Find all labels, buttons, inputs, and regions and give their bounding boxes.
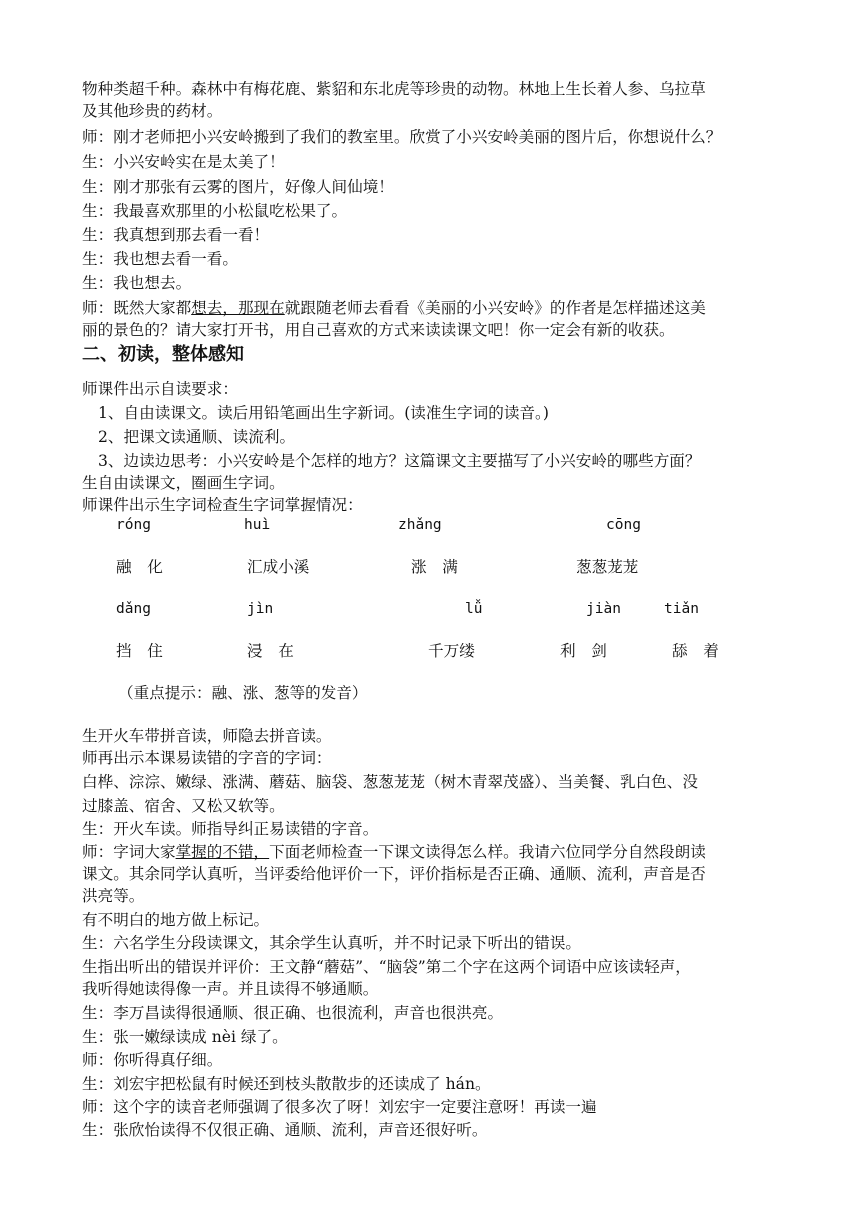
dialog-line: 生：小兴安岭实在是太美了！ (82, 153, 285, 171)
dialog-line: 师：这个字的读音老师强调了很多次了呀！刘宏宇一定要注意呀！再读一遍 (82, 1098, 597, 1116)
dialog-line: 生：我也想去。 (82, 274, 192, 292)
dialog-line: 生：张欣怡读得不仅很正确、通顺、流利，声音还很好听。 (82, 1121, 488, 1139)
pronunciation-note: （重点提示：融、涨、葱等的发音） (118, 684, 368, 702)
dialog-line: 生：刘宏宇把松鼠有时候还到枝头散散步的还读成了 hán。 (82, 1075, 491, 1093)
pinyin-label: jiàn (586, 601, 621, 617)
paragraph-line: 师课件出示生字词检查生字词掌握情况： (82, 496, 363, 514)
paragraph-line: 生开火车带拼音读，师隐去拼音读。 (82, 727, 332, 745)
vocab-word: 浸 在 (247, 642, 294, 660)
vocab-word: 汇成小溪 (247, 558, 310, 576)
dialog-line: 生：我也想去看一看。 (82, 250, 238, 268)
vocab-word: 利 剑 (560, 642, 607, 660)
paragraph-line: 师课件出示自读要求： (82, 380, 238, 398)
vocab-word: 涨 满 (411, 558, 458, 576)
pinyin-label: tiǎn (664, 601, 699, 617)
vocab-word: 葱葱茏茏 (576, 558, 639, 576)
dialog-line: 生：我真想到那去看一看！ (82, 226, 270, 244)
dialog-line: 生：李万昌读得很通顺、很正确、也很流利，声音也很洪亮。 (82, 1004, 504, 1022)
dialog-line (82, 841, 782, 863)
text-run: 就跟随老师去看看《美丽的小兴安岭》的作者是怎样描述这美 (284, 299, 706, 317)
paragraph-line: 我听得她读得像一声。并且读得不够通顺。 (82, 980, 379, 998)
dialog-line: 生：刚才那张有云雾的图片，好像人间仙境！ (82, 178, 394, 196)
teacher-transition-line (82, 297, 782, 319)
requirement-item: 2、把课文读通顺、读流利。 (98, 428, 296, 446)
pinyin-label: zhǎng (398, 517, 442, 533)
paragraph-line: 课文。其余同学认真听，当评委给他评价一下，评价指标是否正确、通顺、流利，声音是否 (82, 865, 706, 883)
paragraph-line: 过膝盖、宿舍、又松又软等。 (82, 797, 285, 815)
dialog-line: 生指出听出的错误并评价：王文静“蘑菇”、“脑袋”第二个字在这两个词语中应该读轻声， (82, 958, 691, 976)
paragraph-line: 洪亮等。 (82, 887, 145, 905)
paragraph-line: 及其他珍贵的药材。 (82, 102, 223, 120)
dialog-line: 生：张一嫩绿读成 nèi 绿了。 (82, 1028, 288, 1046)
requirement-item: 1、自由读课文。读后用铅笔画出生字新词。(读准生字词的读音。) (98, 404, 549, 422)
dialog-line: 生：我最喜欢那里的小松鼠吃松果了。 (82, 202, 348, 220)
vocab-word: 融 化 (116, 558, 163, 576)
vocab-word: 挡 住 (116, 642, 163, 660)
dialog-line: 生：六名学生分段读课文，其余学生认真听，并不时记录下听出的错误。 (82, 934, 582, 952)
pinyin-label: cōng (606, 517, 641, 533)
pinyin-label: jìn (247, 601, 274, 617)
teacher-transition-line: 丽的景色的？请大家打开书，用自己喜欢的方式来读读课文吧！你一定会有新的收获。 (82, 321, 675, 339)
dialog-line: 师：刚才老师把小兴安岭搬到了我们的教室里。欣赏了小兴安岭美丽的图片后，你想说什么？ (82, 128, 722, 146)
paragraph-line: 生自由读课文，圈画生字词。 (82, 474, 285, 492)
dialog-line: 生：开火车读。师指导纠正易读错的字音。 (82, 820, 379, 838)
paragraph-line: 师再出示本课易读错的字音的字词： (82, 749, 332, 767)
section-heading: 二、初读，整体感知 (82, 344, 244, 365)
underlined-text: 掌握的不错， (175, 843, 270, 861)
paragraph-line: 物种类超千种。森林中有梅花鹿、紫貂和东北虎等珍贵的动物。林地上生长着人参、乌拉草 (82, 80, 706, 98)
text-run: 下面老师检查一下课文读得怎么样。我请六位同学分自然段朗读 (269, 843, 706, 861)
underlined-text: 想去，那现在 (191, 299, 285, 317)
paragraph-line: 有不明白的地方做上标记。 (82, 911, 270, 929)
text-run: 师：字词大家 (82, 843, 176, 861)
pinyin-label: róng (116, 517, 151, 533)
pinyin-label: dǎng (116, 601, 151, 617)
pinyin-label: lǚ (465, 601, 483, 617)
pinyin-label: huì (244, 517, 271, 533)
paragraph-line: 白桦、淙淙、嫩绿、涨满、蘑菇、脑袋、葱葱茏茏（树木青翠茂盛）、当美餐、乳白色、没 (82, 773, 698, 791)
requirement-item: 3、边读边思考：小兴安岭是个怎样的地方？这篇课文主要描写了小兴安岭的哪些方面？ (98, 452, 701, 470)
text-run: 师：既然大家都 (82, 299, 192, 317)
dialog-line: 师：你听得真仔细。 (82, 1051, 223, 1069)
vocab-word: 千万缕 (428, 642, 475, 660)
vocab-word: 舔 着 (672, 642, 719, 660)
